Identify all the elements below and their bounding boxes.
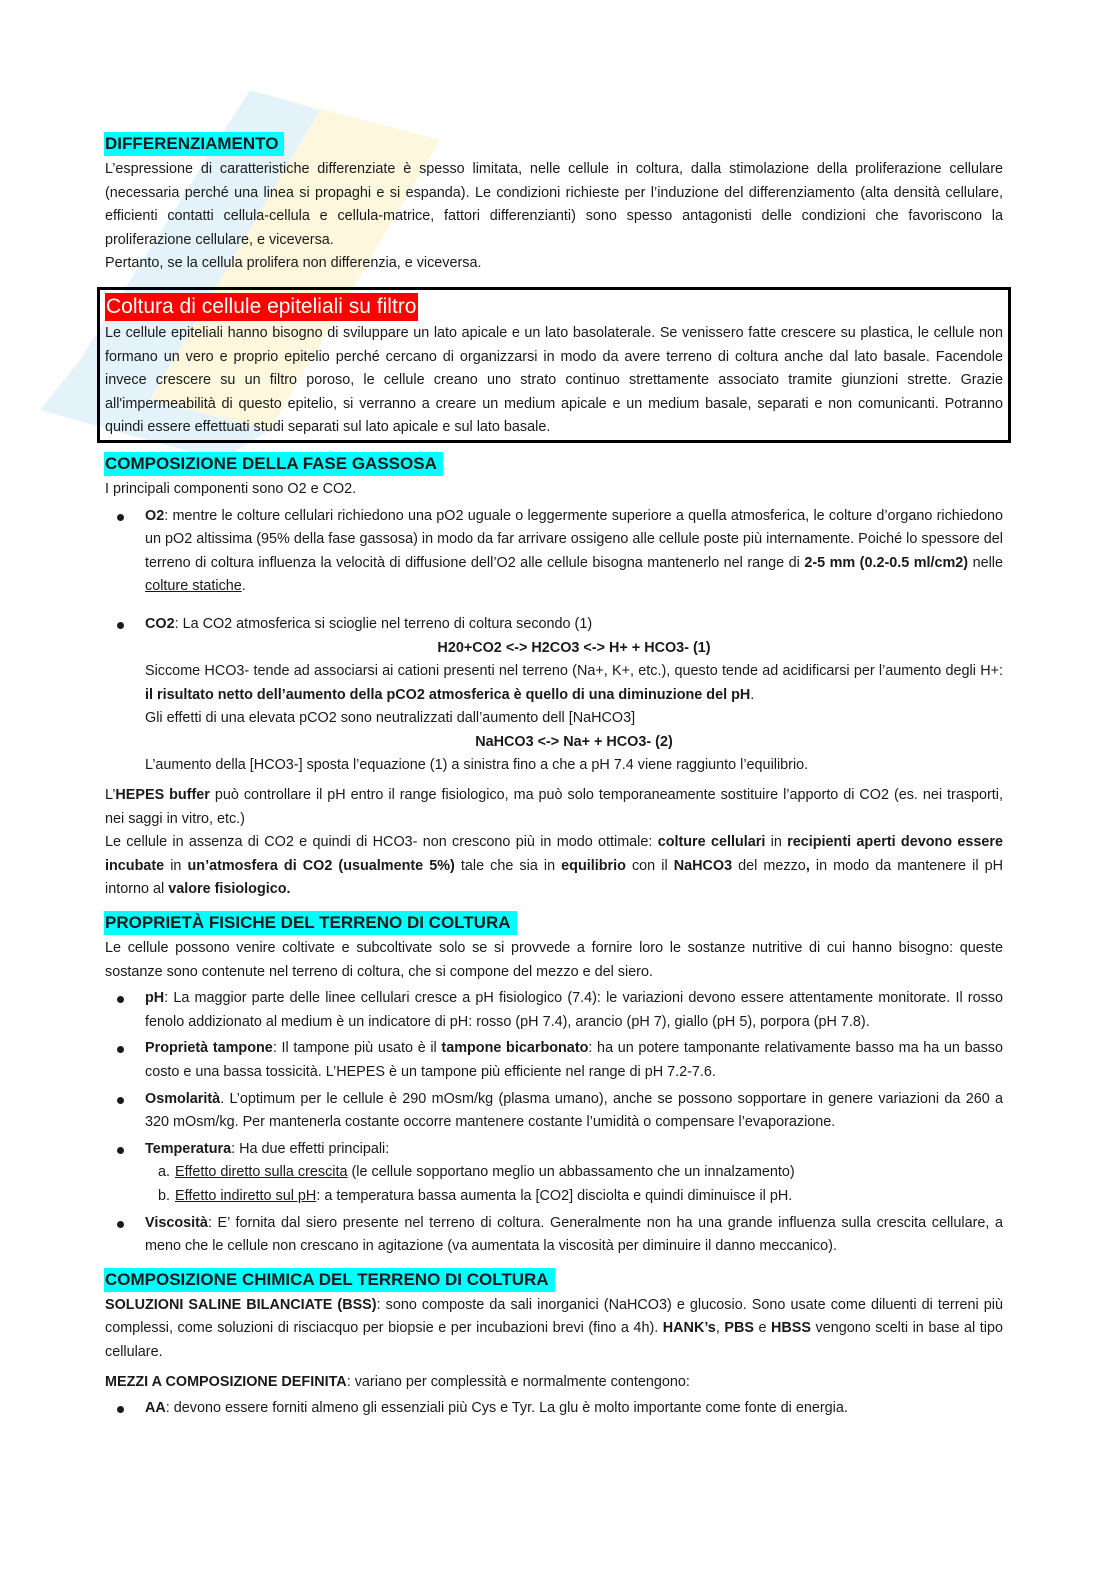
- term-co2: CO2: [145, 615, 175, 632]
- bullet-icon: [117, 622, 124, 629]
- list-item: Temperatura: Ha due effetti principali:: [105, 1138, 1003, 1162]
- paragraph: SOLUZIONI SALINE BILANCIATE (BSS): sono composte da sali inorganici (NaHCO3) e glucosio. Sono usate come diluenti di terreni più complessi, come soluzioni di risciacquo per biopsie e per incubazioni brevi (fino a 4h). HANK’s, PBS e HBSS vengono scelti in base al tipo cellulare.: [105, 1296, 1003, 1360]
- bullet-icon: [117, 1221, 124, 1228]
- heading-proprieta-fisiche: PROPRIETÀ FISICHE DEL TERRENO DI COLTURA: [104, 911, 517, 935]
- paragraph: L’espressione di caratteristiche differenziate è spesso limitata, nelle cellule in coltura, dalla stimolazione della proliferazione cellulare (necessaria perché una linea si propaghi e si espanda). Le condizioni richieste per l’induzione del differenziamento (alta densità cellulare, efficienti contatti cellula-cellula e cellula-matrice, fattori differenzianti) sono spesso antagonisti delle condizioni che favoriscono la proliferazione cellulare, e viceversa.: [105, 161, 1003, 248]
- bullet-icon: [117, 1046, 124, 1053]
- section-fase-gassosa: [105, 452, 1003, 902]
- list-item: Viscosità: E’ fornita dal siero presente nel terreno di coltura. Generalmente non ha una grande influenza sulla crescita cellulare, a meno che le cellule non crescano in agitazione (va aumentata la viscosità per diminuire il danno meccanico).: [105, 1212, 1003, 1259]
- section-proprieta-fisiche: [105, 911, 1003, 1259]
- term-o2: O2: [145, 507, 165, 524]
- list-item: AA: devono essere forniti almeno gli essenziali più Cys e Tyr. La glu è molto importante come fonte di energia.: [105, 1397, 1003, 1421]
- section-differenziamento: [105, 132, 1003, 276]
- paragraph: Le cellule possono venire coltivate e subcoltivate solo se si provvede a fornire loro le sostanze nutritive di cui hanno bisogno: queste sostanze sono contenute nel terreno di coltura, che si compone del mezzo e del siero.: [105, 940, 1003, 980]
- heading-filtro: Coltura di cellule epiteliali su filtro: [105, 293, 418, 321]
- list-item: O2: mentre le colture cellulari richiedono una pO2 uguale o leggermente superiore a quella atmosferica, le colture d’organo richiedono un pO2 altissima (95% della fase gassosa) in modo da far arrivare ossigeno alle cellule poste più internamente. Poiché lo spessore del terreno di coltura influenza la velocità di diffusione dell’O2 alle cellule bisogna mantenerlo nel range di 2-5 mm (0.2-0.5 ml/cm2) nelle colture statiche.: [105, 505, 1003, 599]
- paragraph: I principali componenti sono O2 e CO2.: [105, 480, 357, 497]
- bullet-icon: [117, 514, 124, 521]
- paragraph: Le cellule in assenza di CO2 e quindi di HCO3- non crescono più in modo ottimale: colture cellulari in recipienti aperti devono essere incubate in un’atmosfera di CO2 (usualmente 5%) tale che sia in equilibrio con il NaHCO3 del mezzo, in modo da mantenere il pH intorno al valore fisiologico.: [105, 834, 1003, 898]
- heading-differenziamento: DIFFERENZIAMENTO: [104, 132, 284, 156]
- section-composizione-chimica: [105, 1268, 1003, 1421]
- paragraph: MEZZI A COMPOSIZIONE DEFINITA: variano per complessità e normalmente contengono:: [105, 1373, 690, 1390]
- equation-1: H20+CO2 <-> H2CO3 <-> H+ + HCO3- (1): [437, 639, 711, 656]
- paragraph: L’aumento della [HCO3-] sposta l’equazione (1) a sinistra fino a che a pH 7.4 viene raggiunto l’equilibrio.: [145, 757, 809, 774]
- bullet-icon: [117, 1097, 124, 1104]
- bullet-icon: [117, 996, 124, 1003]
- heading-composizione-chimica: COMPOSIZIONE CHIMICA DEL TERRENO DI COLTURA: [104, 1268, 555, 1292]
- paragraph: L’HEPES buffer può controllare il pH entro il range fisiologico, ma può solo temporaneamente sostituire l’apporto di CO2 (es. nei trasporti, nei saggi in vitro, etc.): [105, 787, 1004, 827]
- sub-list-item: b. Effetto indiretto sul pH: a temperatura bassa aumenta la [CO2] disciolta e quindi diminuisce il pH.: [158, 1187, 793, 1204]
- list-item: Osmolarità. L’optimum per le cellule è 290 mOsm/kg (plasma umano), anche se possono sopportare in genere variazioni da 260 a 320 mOsm/kg. Per mantenerla costante occorre mantenere costante l’umidità o compensare l’evaporazione.: [105, 1088, 1003, 1135]
- sub-list-item: a. Effetto diretto sulla crescita (le cellule sopportano meglio un abbassamento che un innalzamento): [158, 1164, 795, 1181]
- list-item: CO2: La CO2 atmosferica si scioglie nel terreno di coltura secondo (1) H20+CO2 <-> H2CO3 <-> H+ + HCO3- (1) Siccome HCO3- tende ad associarsi ai cationi presenti nel terreno (Na+, K+, etc.), questo tende ad acidificarsi per l’aumento degli H+: il risultato netto dell’aumento della pCO2 atmosferica è quello di una diminuzione del pH. Gli effetti di una elevata pCO2 sono neutralizzati dall’aumento dell [NaHCO3] NaHCO3 <-> Na+ + HCO3- (2) L’aumento della [HCO3-] sposta l’equazione (1) a sinistra fino a che a pH 7.4 viene raggiunto l’equilibrio.: [105, 613, 1003, 778]
- filtro-box: [97, 287, 1011, 443]
- heading-fase-gassosa: COMPOSIZIONE DELLA FASE GASSOSA: [104, 452, 443, 476]
- paragraph: Pertanto, se la cellula prolifera non differenzia, e viceversa.: [105, 255, 482, 272]
- paragraph: Le cellule epiteliali hanno bisogno di sviluppare un lato apicale e un lato basolaterale. Se venissero fatte crescere su plastica, le cellule non formano un vero e proprio epitelio perché cercano di organizzarsi in modo da avere terreno di coltura anche dal lato basale. Facendole invece crescere su un filtro poroso, le cellule creano uno strato continuo strettamente associato tramite giunzioni strette. Grazie all'impermeabilità di questo epitelio, si verranno a creare un medium apicale e un medium basale, separati e non comunicanti. Potranno quindi essere effettuati studi separati sul lato apicale e sul lato basale.: [105, 324, 1003, 436]
- equation-2: NaHCO3 <-> Na+ + HCO3- (2): [475, 733, 673, 750]
- list-item: pH: La maggior parte delle linee cellulari cresce a pH fisiologico (7.4): le variazioni devono essere attentamente monitorate. Il rosso fenolo addizionato al medium è un indicatore di pH: rosso (pH 7.4), arancio (pH 7), giallo (pH 5), porpora (pH 7.8).: [105, 987, 1003, 1034]
- list-item: Proprietà tampone: Il tampone più usato è il tampone bicarbonato: ha un potere tamponante relativamente basso ma ha un basso costo e una bassa tossicità. L’HEPES è un tampone più efficiente nel range di pH 7.2-7.6.: [105, 1037, 1003, 1084]
- bullet-icon: [117, 1147, 124, 1154]
- paragraph: Gli effetti di una elevata pCO2 sono neutralizzati dall’aumento dell [NaHCO3]: [145, 710, 636, 727]
- document-page: [105, 132, 1003, 1421]
- bullet-icon: [117, 1406, 124, 1413]
